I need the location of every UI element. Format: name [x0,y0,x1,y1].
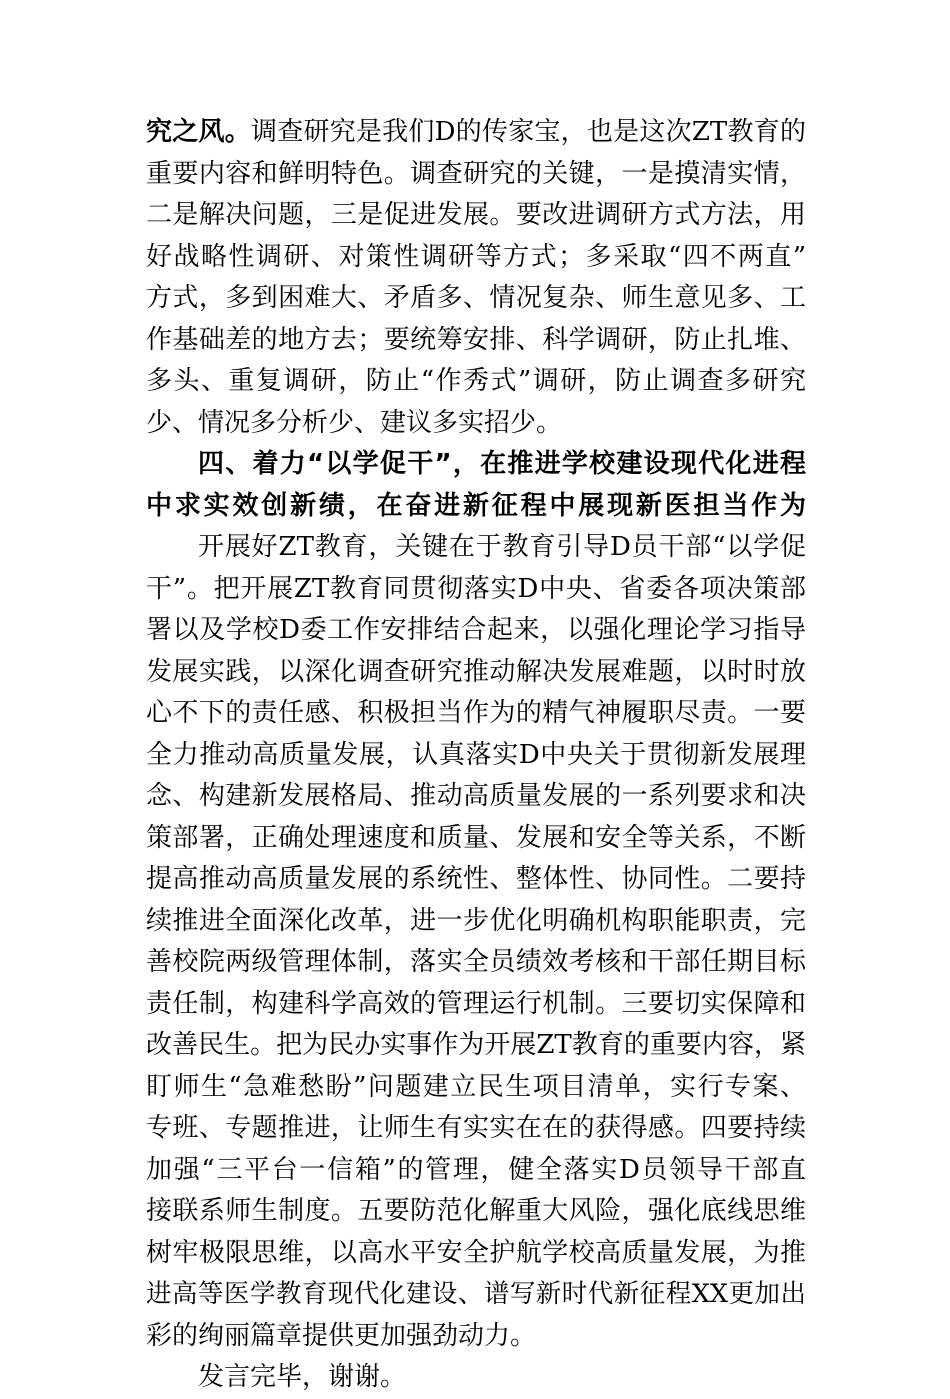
text-line: 多头、重复调研，防止“作秀式”调研，防止调查多研究 [146,366,806,396]
heading-line: 四、着力“以学促干”，在推进学校建设现代化进程 [198,449,806,479]
bold-lead-text: 究之风。 [146,117,251,147]
text-line: 二是解决问题，三是促进发展。要改进调研方式方法，用 [146,200,806,230]
heading-line: 中求实效创新绩，在奋进新征程中展现新医担当作为 [146,490,806,521]
text-line: 接联系师生制度。五要防范化解重大风险，强化底线思维 [146,1196,806,1226]
text-line: 心不下的责任感、积极担当作为的精气神履职尽责。一要 [146,698,806,728]
text-line: 善校院两级管理体制，落实全员绩效考核和干部任期目标 [146,947,806,977]
text-line: 干”。把开展ZT教育同贯彻落实D中央、省委各项决策部 [146,573,806,604]
text-line: 树牢极限思维，以高水平安全护航学校高质量发展，为推 [146,1237,806,1268]
text-line: 好战略性调研、对策性调研等方式；多采取“四不两直” [146,241,806,272]
text-run: 调查研究是我们D的传家宝，也是这次ZT教育的 [250,117,806,147]
text-line: 开展好ZT教育，关键在于教育引导D员干部“以学促 [198,532,806,562]
closing-text: 发言完毕，谢谢。 [198,1362,407,1392]
text-line: 加强“三平台一信箱”的管理，健全落实D员领导干部直 [146,1154,806,1185]
paragraph-learning-to-act [146,527,806,1357]
text-line: 提高推动高质量发展的系统性、整体性、协同性。二要持 [146,864,806,894]
text-line: 少、情况多分析少、建议多实招少。 [146,407,563,438]
text-line: 署以及学校D委工作安排结合起来，以强化理论学习指导 [146,615,806,645]
text-line: 作基础差的地方去；要统筹安排、科学调研，防止扎堆、 [146,324,806,355]
text-line: 彩的绚丽篇章提供更加强劲动力。 [146,1320,537,1351]
text-line: 进高等医学教育现代化建设、谱写新时代新征程XX更加出 [146,1279,806,1309]
text-line: 发展实践，以深化调查研究推动解决发展难题，以时时放 [146,656,806,687]
paragraph-research-style [146,112,806,444]
text-line: 全力推动高质量发展，认真落实D中央关于贯彻新发展理 [146,739,806,770]
document-page [146,112,806,1399]
text-line: 改善民生。把为民办实事作为开展ZT教育的重要内容，紧 [146,1030,806,1060]
closing-paragraph [146,1357,806,1399]
text-line [146,112,806,154]
text-line: 策部署，正确处理速度和质量、发展和安全等关系，不断 [146,822,806,853]
section-heading-four [146,444,806,527]
text-line: 重要内容和鲜明特色。调查研究的关键，一是摸清实情， [146,158,806,189]
text-line: 专班、专题推进，让师生有实实在在的获得感。四要持续 [146,1113,806,1143]
text-line: 念、构建新发展格局、推动高质量发展的一系列要求和决 [146,781,806,811]
text-line: 责任制，构建科学高效的管理运行机制。三要切实保障和 [146,988,806,1019]
text-line: 续推进全面深化改革，进一步优化明确机构职能职责，完 [146,905,806,936]
text-line: 方式，多到困难大、矛盾多、情况复杂、师生意见多、工 [146,283,806,313]
text-line: 盯师生“急难愁盼”问题建立民生项目清单，实行专案、 [146,1071,806,1102]
